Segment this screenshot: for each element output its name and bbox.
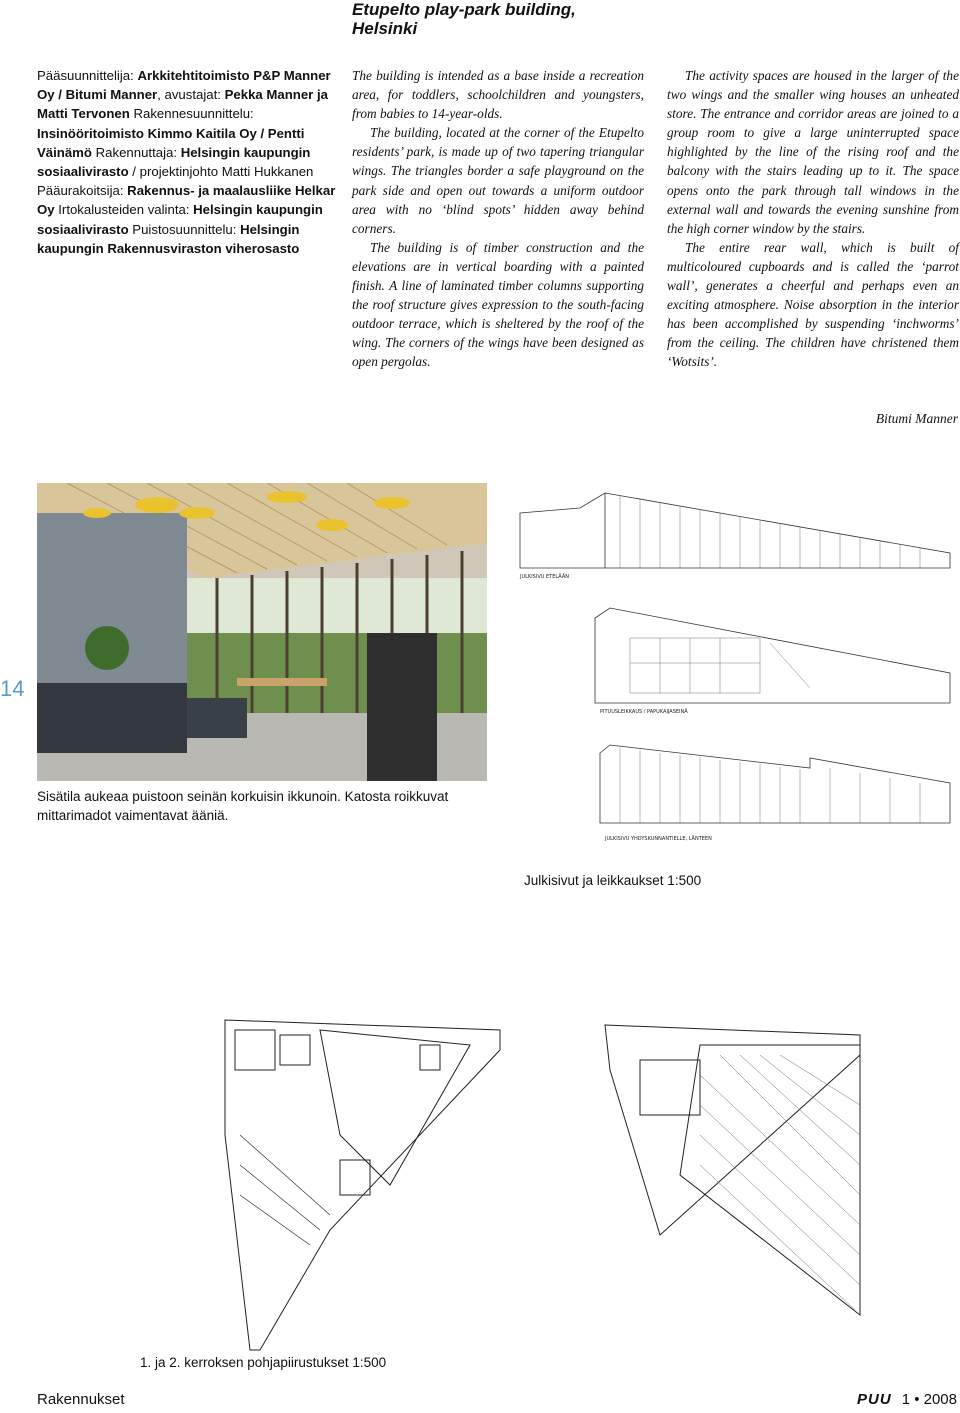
paragraph: The building is intended as a base inside a recreation area, for toddlers, schoolchildren and youngsters, from babies to 14-year-olds. <box>352 68 644 122</box>
author-name: Bitumi Manner <box>875 411 958 426</box>
credit-label: Irtokalusteiden valinta: <box>54 202 194 218</box>
drawing-label-section: PITUUSLEIKKAUS / PAPUKAIJASEINÄ <box>600 709 688 715</box>
paragraph: The activity spaces are housed in the larger of the two wings and the smaller wing houses an unheated store. The entrance and corridor areas are joined to a group room to give a large uninterrupted space highlighted by the line of the rising roof and the balcony with the stairs leading up to it. The space opens onto the park through tall windows in the external wall and towards the evening sunshine from the high corner window by the stairs. <box>667 68 959 236</box>
magazine-logo: PUU <box>857 1391 892 1408</box>
credit-label: Rakennesuunnittelu: <box>129 106 254 122</box>
footer-issue <box>857 1391 957 1408</box>
credit-value: Insinööritoimisto Kimmo Kaitila Oy / Pentti Väinämö <box>37 125 305 160</box>
elevation-drawings <box>510 483 960 858</box>
credit-value: Pekka Manner ja Matti Tervonen <box>37 87 328 122</box>
credit-value: Rakennus- ja maalausliike Helkar Oy <box>37 183 336 218</box>
drawing-label-west: JULKISIVU YHDYSKUNNANTIELLE, LÄNTEEN <box>605 836 712 842</box>
credit-label: Pääurakoitsija: <box>37 183 128 199</box>
footer-section: Rakennukset <box>37 1391 125 1408</box>
credit-value: Helsingin kaupungin sosiaalivirasto <box>37 202 323 237</box>
drawing-label-south: JULKISIVU ETELÄÄN <box>520 574 569 580</box>
interior-photo <box>37 483 487 781</box>
body-column-2 <box>667 66 959 372</box>
title-line-2: Helsinki <box>352 19 418 38</box>
paragraph: The building is of timber construction and the elevations are in vertical boarding with a painted finish. A line of laminated timber columns supporting the roof structure gives expression to the south-facing outdoor terrace, which is sheltered by the roof of the wing. The corners of the wings have been designed as open pergolas. <box>352 239 644 370</box>
issue-number: 1 • 2008 <box>901 1391 957 1408</box>
page-number: 14 <box>0 676 25 701</box>
credit-label: Rakennuttaja: <box>91 144 181 160</box>
credit-label: Puistosuunnittelu: <box>128 221 241 237</box>
credit-value: Arkkitehtitoimisto P&P Manner Oy / Bitumi Manner <box>37 68 331 103</box>
article-title <box>352 0 576 38</box>
credit-label: , avustajat: <box>157 87 225 103</box>
credit-label: / projektinjohto Matti Hukkanen <box>128 164 314 180</box>
title-line-1: Etupelto play-park building, <box>352 0 576 19</box>
elevations-caption: Julkisivut ja leikkaukset 1:500 <box>524 873 702 888</box>
floor-plans <box>140 1015 960 1360</box>
paragraph: The building, located at the corner of the Etupelto residents’ park, is made up of two tapering triangular wings. The triangles border a safe playground on the park side and open out towards a uniform outdoor area with no ‘blind spots’ hidden away behind corners. <box>352 125 644 236</box>
plans-caption: 1. ja 2. kerroksen pohjapiirustukset 1:500 <box>140 1355 387 1370</box>
body-column-1 <box>352 66 644 372</box>
photo-caption: Sisätila aukeaa puistoon seinän korkuisin ikkunoin. Katosta roikkuvat mittarimadot vaimentavat ääniä. <box>37 789 449 823</box>
credit-label: Pääsuunnittelija: <box>37 68 138 83</box>
paragraph: The entire rear wall, which is built of multicoloured cupboards and is called the ‘parrot wall’, generates a cheerful and perhaps even an exciting atmosphere. Noise absorption in the interior has been accomplished by suspending ‘inchworms’ from the ceiling. The children have christened them ‘Wotsits’. <box>667 239 959 370</box>
credit-value: Helsingin kaupungin sosiaalivirasto <box>37 144 311 180</box>
project-credits <box>37 66 337 258</box>
credit-value: Helsingin kaupungin Rakennusviraston viherosasto <box>37 221 300 256</box>
